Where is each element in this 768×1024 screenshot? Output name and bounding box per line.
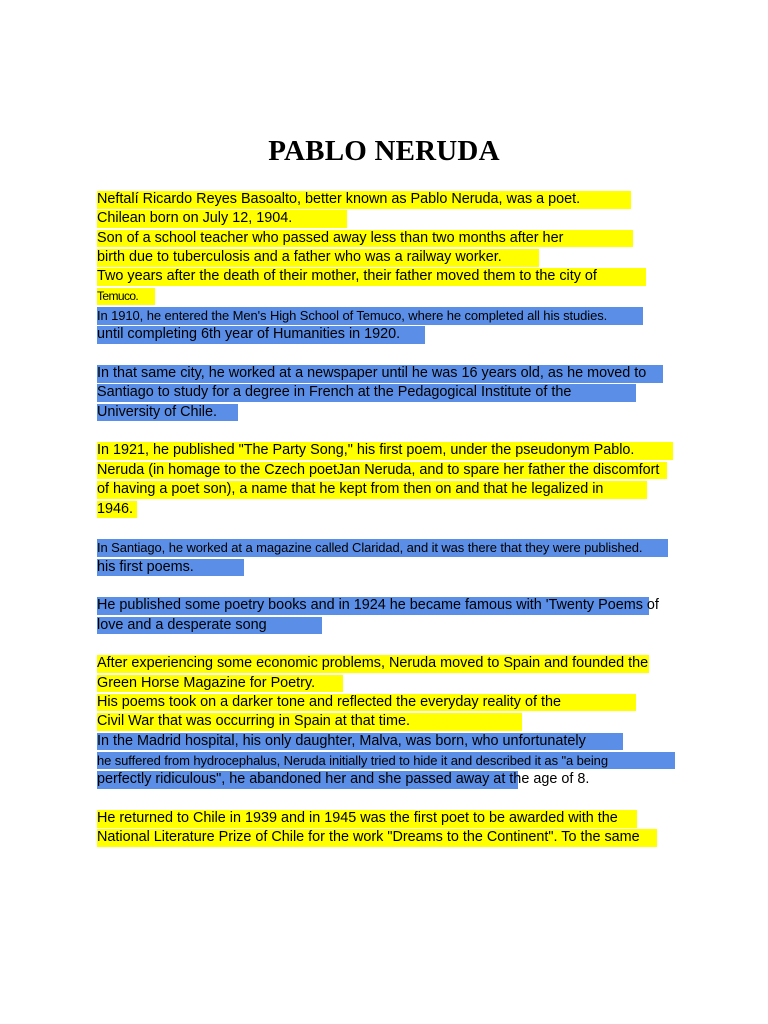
text-line: In the Madrid hospital, his only daughter, Malva, was born, who unfortunately [97, 732, 757, 751]
text-line: Santiago to study for a degree in French at the Pedagogical Institute of the [97, 383, 757, 402]
text-line: Green Horse Magazine for Poetry. [97, 674, 757, 693]
blank-line [97, 577, 757, 596]
text-line: He returned to Chile in 1939 and in 1945 was the first poet to be awarded with the [97, 809, 757, 828]
text-line: In 1910, he entered the Men's High School of Temuco, where he completed all his studies. [97, 306, 757, 325]
blank-line [97, 345, 757, 364]
text-line: Son of a school teacher who passed away less than two months after her [97, 229, 757, 248]
text-line: Chilean born on July 12, 1904. [97, 209, 757, 228]
text-line: In Santiago, he worked at a magazine called Claridad, and it was there that they were published. [97, 538, 757, 557]
blank-line [97, 790, 757, 809]
text-line: University of Chile. [97, 403, 757, 422]
text-line: Neftalí Ricardo Reyes Basoalto, better known as Pablo Neruda, was a poet. [97, 190, 757, 209]
text-line: perfectly ridiculous", he abandoned her and she passed away at the age of 8. [97, 771, 590, 788]
text-line: Neruda (in homage to the Czech poetJan Neruda, and to spare her father the discomfort [97, 461, 757, 480]
text-line: until completing 6th year of Humanities in 1920. [97, 325, 757, 344]
document-title: PABLO NERUDA [268, 135, 500, 167]
blank-line [97, 519, 757, 538]
blank-line [97, 422, 757, 441]
text-line: After experiencing some economic problems, Neruda moved to Spain and founded the [97, 655, 649, 672]
text-line: his first poems. [97, 558, 757, 577]
text-line: Temuco. [97, 287, 757, 306]
text-line: 1946. [97, 500, 757, 519]
text-line: love and a desperate song [97, 616, 757, 635]
text-line: He published some poetry books and in 1924 he became famous with 'Twenty Poems of [97, 597, 659, 614]
text-line: National Literature Prize of Chile for the work "Dreams to the Continent". To the same [97, 828, 757, 847]
text-line: In 1921, he published "The Party Song," his first poem, under the pseudonym Pablo. [97, 441, 757, 460]
text-line: Civil War that was occurring in Spain at that time. [97, 712, 757, 731]
text-line: Two years after the death of their mother, their father moved them to the city of [97, 267, 757, 286]
text-line: birth due to tuberculosis and a father who was a railway worker. [97, 248, 757, 267]
text-line: of having a poet son), a name that he kept from then on and that he legalized in [97, 480, 757, 499]
document-body [97, 190, 757, 848]
text-line: he suffered from hydrocephalus, Neruda initially tried to hide it and described it as "a being [97, 751, 757, 770]
blank-line [97, 635, 757, 654]
text-line: In that same city, he worked at a newspaper until he was 16 years old, as he moved to [97, 364, 757, 383]
text-line: His poems took on a darker tone and reflected the everyday reality of the [97, 693, 757, 712]
